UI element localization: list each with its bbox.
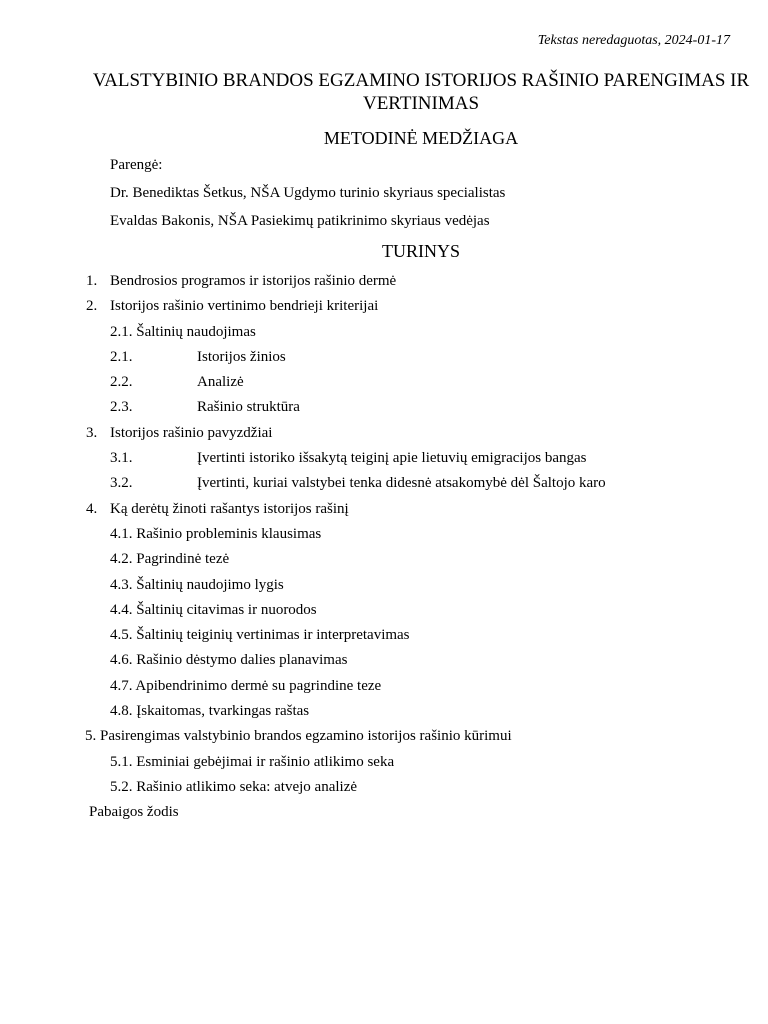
- document-title: VALSTYBINIO BRANDOS EGZAMINO ISTORIJOS RAŠINIO PARENGIMAS IR VERTINIMAS: [92, 70, 750, 114]
- toc-item-text: 5. Pasirengimas valstybinio brandos egzamino istorijos rašinio kūrimui: [85, 728, 512, 745]
- toc-item-text: 4.4. Šaltinių citavimas ir nuorodos: [110, 601, 317, 618]
- toc-item-text: Istorijos rašinio vertinimo bendrieji kriterijai: [110, 298, 379, 315]
- toc-item[interactable]: [0, 548, 768, 573]
- toc-item[interactable]: [0, 649, 768, 674]
- toc-item[interactable]: [0, 523, 768, 548]
- toc-item[interactable]: [0, 346, 768, 371]
- toc-item[interactable]: [0, 751, 768, 776]
- edit-status-note: Tekstas neredaguotas, 2024-01-17: [537, 33, 730, 48]
- toc-item[interactable]: [0, 599, 768, 624]
- toc-item-text: Istorijos rašinio pavyzdžiai: [110, 424, 273, 441]
- toc-item-text: Įvertinti, kuriai valstybei tenka didesnė atsakomybė dėl Šaltojo karo: [197, 475, 606, 492]
- toc-item[interactable]: [0, 700, 768, 725]
- toc-item-text: 4.1. Rašinio probleminis klausimas: [110, 525, 322, 542]
- toc-item[interactable]: [0, 422, 768, 447]
- toc-item-number: 3.2.: [110, 475, 133, 492]
- toc-item-text: Rašinio struktūra: [197, 399, 300, 416]
- toc-item-text: Analizė: [197, 374, 244, 391]
- toc-item[interactable]: [0, 295, 768, 320]
- toc-item[interactable]: [0, 624, 768, 649]
- toc-item-text: 2.1. Šaltinių naudojimas: [110, 323, 256, 340]
- toc-item[interactable]: [0, 472, 768, 497]
- toc-heading: TURINYS: [381, 241, 460, 261]
- toc-item[interactable]: [0, 725, 768, 750]
- toc-item[interactable]: [0, 675, 768, 700]
- toc-item-text: 4.5. Šaltinių teiginių vertinimas ir interpretavimas: [110, 627, 410, 644]
- document-subtitle: METODINĖ MEDŽIAGA: [323, 128, 519, 148]
- toc-item-number: 1.: [86, 273, 98, 289]
- prepared-by-label: Parengė:: [110, 157, 163, 173]
- toc-item-number: 2.1.: [110, 348, 133, 365]
- author-1: Dr. Benediktas Šetkus, NŠA Ugdymo turinio skyriaus specialistas: [110, 185, 506, 201]
- toc-item-text: 4.7. Apibendrinimo dermė su pagrindine teze: [110, 677, 382, 694]
- toc-item-text: Pabaigos žodis: [89, 804, 179, 821]
- toc-item[interactable]: [0, 371, 768, 396]
- toc-item[interactable]: [0, 776, 768, 801]
- toc-item[interactable]: [0, 321, 768, 346]
- toc-item-number: 2.3.: [110, 399, 133, 416]
- toc-item-number: 2.: [86, 298, 98, 315]
- toc-item-number: 3.1.: [110, 450, 133, 467]
- toc-item-number: 3.: [86, 424, 98, 441]
- toc-item-text: 4.2. Pagrindinė tezė: [110, 551, 230, 568]
- toc-item-text: 4.3. Šaltinių naudojimo lygis: [110, 576, 284, 593]
- toc-item[interactable]: [0, 396, 768, 421]
- toc-item-text: Bendrosios programos ir istorijos rašinio dermė: [110, 273, 397, 289]
- toc-item-text: 5.1. Esminiai gebėjimai ir rašinio atlikimo seka: [110, 753, 395, 770]
- toc-item-text: 4.8. Įskaitomas, tvarkingas raštas: [110, 703, 310, 720]
- toc-item[interactable]: [0, 498, 768, 523]
- toc-item-number: 2.2.: [110, 374, 133, 391]
- toc-item-text: Ką derėtų žinoti rašantys istorijos rašinį: [110, 500, 349, 517]
- toc-item[interactable]: [0, 447, 768, 472]
- table-of-contents: [0, 270, 768, 827]
- toc-item-text: Istorijos žinios: [197, 348, 286, 365]
- toc-item[interactable]: [0, 574, 768, 599]
- toc-item[interactable]: [0, 801, 768, 826]
- toc-item-text: 4.6. Rašinio dėstymo dalies planavimas: [110, 652, 348, 669]
- toc-item[interactable]: [0, 270, 768, 295]
- toc-item-text: 5.2. Rašinio atlikimo seka: atvejo analizė: [110, 778, 358, 795]
- author-2: Evaldas Bakonis, NŠA Pasiekimų patikrinimo skyriaus vedėjas: [110, 213, 490, 229]
- toc-item-number: 4.: [86, 500, 98, 517]
- toc-item-text: Įvertinti istoriko išsakytą teiginį apie lietuvių emigracijos bangas: [197, 450, 587, 467]
